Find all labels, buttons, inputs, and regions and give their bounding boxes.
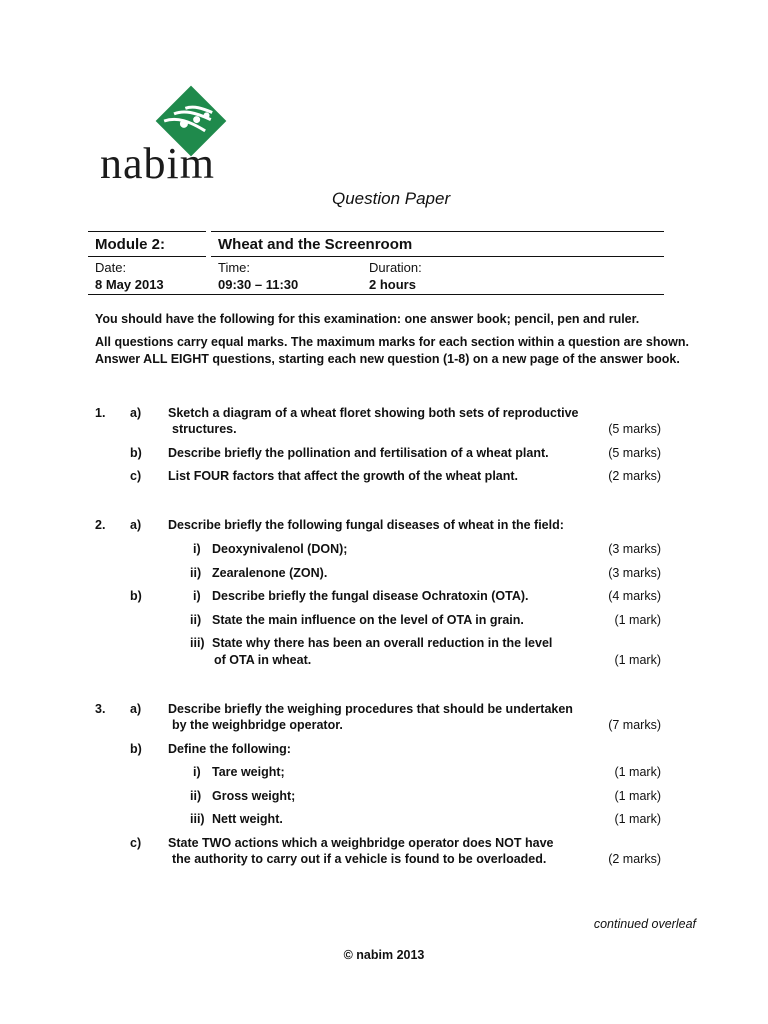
q1a-text-line2: structures.: [172, 422, 237, 436]
q2a-i-label: i): [193, 542, 201, 556]
header-rule-right-mid: [211, 256, 664, 257]
time-value: 09:30 – 11:30: [218, 277, 299, 292]
time-label: Time:: [218, 260, 251, 275]
q1a-marks: (5 marks): [608, 422, 661, 436]
q1b-text: Describe briefly the pollination and fertilisation of a wheat plant.: [168, 446, 549, 460]
q2a-text: Describe briefly the following fungal diseases of wheat in the field:: [168, 518, 564, 532]
q3b-ii-marks: (1 mark): [614, 789, 661, 803]
module-label: Module 2:: [95, 236, 165, 253]
q2b-ii-text: State the main influence on the level of OTA in grain.: [212, 613, 524, 627]
q2b-ii-marks: (1 mark): [614, 613, 661, 627]
q2a-ii-text: Zearalenone (ZON).: [212, 566, 328, 580]
q3b-i-text: Tare weight;: [212, 765, 285, 779]
q3b-ii-text: Gross weight;: [212, 789, 296, 803]
q3b-iii-marks: (1 mark): [614, 812, 661, 826]
instruction-marks: All questions carry equal marks. The maximum marks for each section within a question are shown.: [95, 335, 689, 349]
q2a-i-text: Deoxynivalenol (DON);: [212, 542, 348, 556]
q1-number: 1.: [95, 406, 106, 420]
module-title: Wheat and the Screenroom: [218, 236, 413, 253]
instruction-materials: You should have the following for this examination: one answer book; pencil, pen and ruler.: [95, 312, 640, 326]
q3a-text-line2: by the weighbridge operator.: [172, 718, 343, 732]
q2b-iii-marks: (1 mark): [614, 653, 661, 667]
q2b-iii-text-line1: State why there has been an overall reduction in the level: [212, 636, 553, 650]
q3b-i-label: i): [193, 765, 201, 779]
q2-number: 2.: [95, 518, 106, 532]
q2b-iii-label: iii): [190, 636, 205, 650]
q1a-label: a): [130, 406, 142, 420]
duration-label: Duration:: [369, 260, 422, 275]
q2b-i-marks: (4 marks): [608, 589, 661, 603]
q2a-i-marks: (3 marks): [608, 542, 661, 556]
instruction-answer: Answer ALL EIGHT questions, starting each new question (1-8) on a new page of the answer book.: [95, 352, 680, 366]
q3a-label: a): [130, 702, 142, 716]
header-rule-left-mid: [88, 256, 206, 257]
header-rule-bottom: [88, 294, 664, 295]
q3b-text: Define the following:: [168, 742, 291, 756]
q3b-iii-label: iii): [190, 812, 205, 826]
q3c-text-line2: the authority to carry out if a vehicle is found to be overloaded.: [172, 852, 547, 866]
q3c-label: c): [130, 836, 142, 850]
date-value: 8 May 2013: [95, 277, 164, 292]
copyright-footer: © nabim 2013: [343, 948, 425, 962]
q3b-label: b): [130, 742, 142, 756]
continued-overleaf-note: continued overleaf: [593, 917, 696, 931]
nabim-logo-text: nabim: [100, 139, 215, 188]
q2b-label: b): [130, 589, 142, 603]
q3a-text-line1: Describe briefly the weighing procedures that should be undertaken: [168, 702, 573, 716]
q2a-label: a): [130, 518, 142, 532]
q1c-text: List FOUR factors that affect the growth of the wheat plant.: [168, 469, 519, 483]
q1c-label: c): [130, 469, 142, 483]
header-rule-left-top: [88, 231, 206, 232]
date-label: Date:: [95, 260, 127, 275]
q2b-i-text: Describe briefly the fungal disease Ochratoxin (OTA).: [212, 589, 529, 603]
header-rule-right-top: [211, 231, 664, 232]
q2a-ii-label: ii): [190, 566, 202, 580]
q1c-marks: (2 marks): [608, 469, 661, 483]
q3b-i-marks: (1 mark): [614, 765, 661, 779]
document-title: Question Paper: [332, 189, 451, 208]
duration-value: 2 hours: [369, 277, 416, 292]
q3a-marks: (7 marks): [608, 718, 661, 732]
q3c-marks: (2 marks): [608, 852, 661, 866]
q2b-i-label: i): [193, 589, 201, 603]
q1b-marks: (5 marks): [608, 446, 661, 460]
q3-number: 3.: [95, 702, 106, 716]
q1a-text-line1: Sketch a diagram of a wheat floret showing both sets of reproductive: [168, 406, 579, 420]
q3b-ii-label: ii): [190, 789, 202, 803]
q2a-ii-marks: (3 marks): [608, 566, 661, 580]
q2b-iii-text-line2: of OTA in wheat.: [214, 653, 312, 667]
q1b-label: b): [130, 446, 142, 460]
q2b-ii-label: ii): [190, 613, 202, 627]
q3c-text-line1: State TWO actions which a weighbridge operator does NOT have: [168, 836, 554, 850]
q3b-iii-text: Nett weight.: [212, 812, 283, 826]
